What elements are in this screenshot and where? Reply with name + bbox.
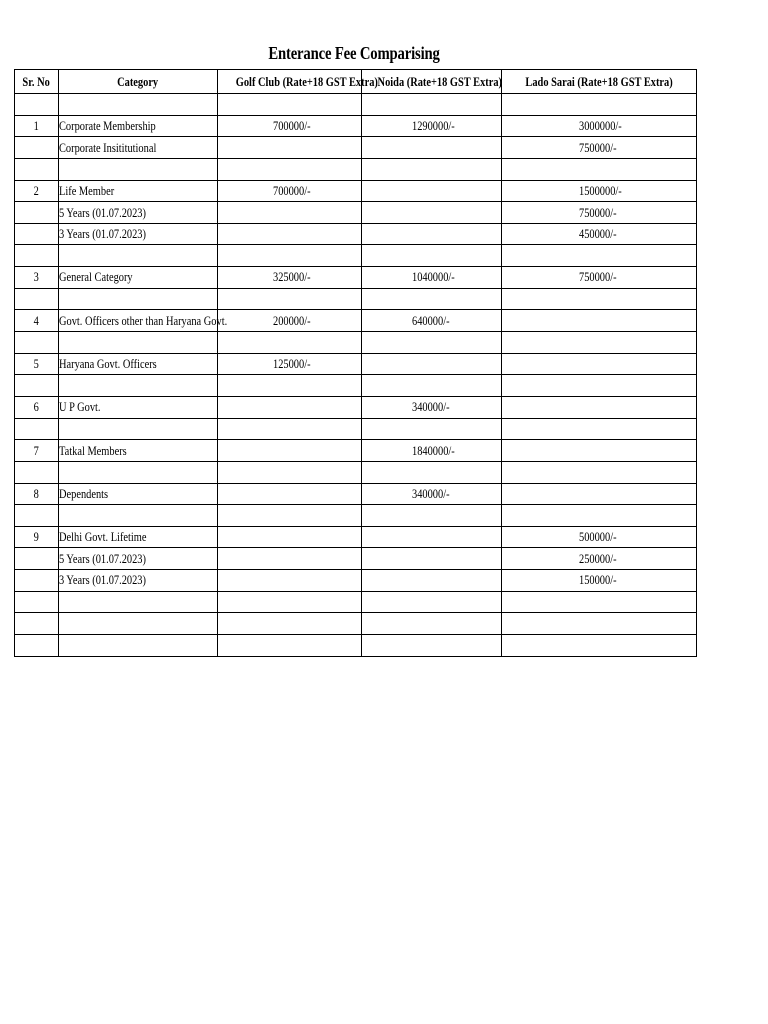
lado-sarai-fee-cell: 450000/-: [502, 223, 697, 245]
noida-fee-cell: 1290000/-: [362, 115, 502, 137]
noida-fee-cell: [362, 223, 502, 245]
sr-no-cell: [15, 94, 59, 116]
category-cell: [59, 591, 218, 613]
table-row: [15, 613, 697, 635]
lado-sarai-fee-cell: [502, 332, 697, 354]
lado-sarai-fee-cell: [502, 375, 697, 397]
noida-fee-cell: [362, 353, 502, 375]
noida-fee-cell: [362, 137, 502, 159]
noida-fee-cell: [362, 94, 502, 116]
noida-fee-cell: 340000/-: [362, 396, 502, 418]
golf-club-fee-cell: [218, 288, 362, 310]
golf-club-fee-cell: [218, 483, 362, 505]
table-row: [15, 505, 697, 527]
noida-fee-cell: [362, 332, 502, 354]
lado-sarai-fee-cell: 150000/-: [502, 570, 697, 592]
header-sr-no: Sr. No: [15, 70, 59, 94]
noida-fee-cell: 640000/-: [362, 310, 502, 332]
golf-club-fee-cell: [218, 202, 362, 224]
golf-club-fee-cell: [218, 375, 362, 397]
lado-sarai-fee-cell: 3000000/-: [502, 115, 697, 137]
lado-sarai-fee-cell: [502, 310, 697, 332]
noida-fee-cell: 1040000/-: [362, 267, 502, 289]
table-row: [15, 202, 697, 224]
sr-no-cell: [15, 223, 59, 245]
header-category: Category: [59, 70, 218, 94]
sr-no-cell: [15, 245, 59, 267]
noida-fee-cell: [362, 288, 502, 310]
golf-club-fee-cell: [218, 94, 362, 116]
sr-no-cell: [15, 635, 59, 657]
table-row: [15, 180, 697, 202]
golf-club-fee-cell: [218, 635, 362, 657]
noida-fee-cell: [362, 418, 502, 440]
category-cell: Life Member: [59, 180, 218, 202]
golf-club-fee-cell: [218, 591, 362, 613]
lado-sarai-fee-cell: [502, 483, 697, 505]
lado-sarai-fee-cell: [502, 396, 697, 418]
table-row: [15, 223, 697, 245]
noida-fee-cell: [362, 570, 502, 592]
table-row: [15, 548, 697, 570]
golf-club-fee-cell: [218, 245, 362, 267]
noida-fee-cell: [362, 505, 502, 527]
table-row: [15, 353, 697, 375]
table-row: [15, 137, 697, 159]
golf-club-fee-cell: [218, 158, 362, 180]
lado-sarai-fee-cell: [502, 505, 697, 527]
sr-no-cell: [15, 570, 59, 592]
golf-club-fee-cell: 125000/-: [218, 353, 362, 375]
golf-club-fee-cell: [218, 505, 362, 527]
category-cell: [59, 613, 218, 635]
noida-fee-cell: [362, 180, 502, 202]
golf-club-fee-cell: 200000/-: [218, 310, 362, 332]
lado-sarai-fee-cell: 1500000/-: [502, 180, 697, 202]
category-cell: Corporate Membership: [59, 115, 218, 137]
noida-fee-cell: 340000/-: [362, 483, 502, 505]
table-row: [15, 570, 697, 592]
sr-no-cell: [15, 202, 59, 224]
fee-comparison-table: [14, 69, 697, 657]
table-row: [15, 94, 697, 116]
category-cell: Tatkal Members: [59, 440, 218, 462]
category-cell: [59, 505, 218, 527]
table-row: [15, 418, 697, 440]
golf-club-fee-cell: [218, 332, 362, 354]
table-header: [15, 70, 697, 94]
lado-sarai-fee-cell: 750000/-: [502, 267, 697, 289]
lado-sarai-fee-cell: [502, 288, 697, 310]
table-row: [15, 396, 697, 418]
table-body: [15, 94, 697, 657]
lado-sarai-fee-cell: [502, 158, 697, 180]
table-row: [15, 245, 697, 267]
sr-no-cell: [15, 288, 59, 310]
sr-no-cell: 6: [15, 396, 59, 418]
category-cell: 3 Years (01.07.2023): [59, 570, 218, 592]
sr-no-cell: 4: [15, 310, 59, 332]
lado-sarai-fee-cell: 250000/-: [502, 548, 697, 570]
table-row: [15, 158, 697, 180]
table-row: [15, 375, 697, 397]
noida-fee-cell: [362, 245, 502, 267]
category-cell: Haryana Govt. Officers: [59, 353, 218, 375]
table-row: [15, 526, 697, 548]
table-row: [15, 461, 697, 483]
golf-club-fee-cell: [218, 526, 362, 548]
sr-no-cell: [15, 591, 59, 613]
page-title: Enterance Fee Comparising: [268, 43, 440, 63]
lado-sarai-fee-cell: [502, 591, 697, 613]
category-cell: [59, 461, 218, 483]
table-row: [15, 440, 697, 462]
sr-no-cell: [15, 548, 59, 570]
lado-sarai-fee-cell: [502, 613, 697, 635]
golf-club-fee-cell: 700000/-: [218, 180, 362, 202]
noida-fee-cell: [362, 591, 502, 613]
noida-fee-cell: [362, 158, 502, 180]
category-cell: Corporate Insititutional: [59, 137, 218, 159]
sr-no-cell: [15, 418, 59, 440]
sr-no-cell: [15, 461, 59, 483]
noida-fee-cell: [362, 375, 502, 397]
category-cell: Delhi Govt. Lifetime: [59, 526, 218, 548]
category-cell: [59, 94, 218, 116]
golf-club-fee-cell: [218, 440, 362, 462]
category-cell: Govt. Officers other than Haryana Govt.: [59, 310, 218, 332]
sr-no-cell: 7: [15, 440, 59, 462]
lado-sarai-fee-cell: [502, 635, 697, 657]
table-row: [15, 635, 697, 657]
sr-no-cell: 3: [15, 267, 59, 289]
noida-fee-cell: [362, 548, 502, 570]
lado-sarai-fee-cell: 750000/-: [502, 202, 697, 224]
sr-no-cell: 5: [15, 353, 59, 375]
category-cell: Dependents: [59, 483, 218, 505]
lado-sarai-fee-cell: [502, 353, 697, 375]
header-golf-club: Golf Club (Rate+18 GST Extra): [218, 70, 362, 94]
category-cell: General Category: [59, 267, 218, 289]
lado-sarai-fee-cell: [502, 440, 697, 462]
table-row: [15, 267, 697, 289]
noida-fee-cell: [362, 461, 502, 483]
table-row: [15, 332, 697, 354]
table-row: [15, 483, 697, 505]
sr-no-cell: [15, 158, 59, 180]
sr-no-cell: 9: [15, 526, 59, 548]
lado-sarai-fee-cell: [502, 418, 697, 440]
golf-club-fee-cell: [218, 137, 362, 159]
table-row: [15, 288, 697, 310]
table-row: [15, 115, 697, 137]
table-row: [15, 310, 697, 332]
golf-club-fee-cell: [218, 613, 362, 635]
golf-club-fee-cell: [218, 223, 362, 245]
lado-sarai-fee-cell: [502, 245, 697, 267]
sr-no-cell: [15, 332, 59, 354]
sr-no-cell: 8: [15, 483, 59, 505]
golf-club-fee-cell: [218, 418, 362, 440]
lado-sarai-fee-cell: 750000/-: [502, 137, 697, 159]
header-row: [15, 70, 697, 94]
golf-club-fee-cell: [218, 548, 362, 570]
category-cell: [59, 635, 218, 657]
golf-club-fee-cell: [218, 396, 362, 418]
golf-club-fee-cell: [218, 570, 362, 592]
noida-fee-cell: [362, 613, 502, 635]
golf-club-fee-cell: [218, 461, 362, 483]
noida-fee-cell: [362, 526, 502, 548]
header-lado-sarai: Lado Sarai (Rate+18 GST Extra): [502, 70, 697, 94]
lado-sarai-fee-cell: [502, 461, 697, 483]
category-cell: [59, 158, 218, 180]
category-cell: [59, 375, 218, 397]
sr-no-cell: [15, 613, 59, 635]
category-cell: 5 Years (01.07.2023): [59, 548, 218, 570]
sr-no-cell: [15, 505, 59, 527]
category-cell: U P Govt.: [59, 396, 218, 418]
header-noida: Noida (Rate+18 GST Extra): [362, 70, 502, 94]
noida-fee-cell: [362, 635, 502, 657]
noida-fee-cell: 1840000/-: [362, 440, 502, 462]
lado-sarai-fee-cell: [502, 94, 697, 116]
sr-no-cell: [15, 375, 59, 397]
golf-club-fee-cell: 325000/-: [218, 267, 362, 289]
category-cell: 5 Years (01.07.2023): [59, 202, 218, 224]
sr-no-cell: [15, 137, 59, 159]
noida-fee-cell: [362, 202, 502, 224]
category-cell: [59, 245, 218, 267]
category-cell: 3 Years (01.07.2023): [59, 223, 218, 245]
category-cell: [59, 418, 218, 440]
category-cell: [59, 332, 218, 354]
golf-club-fee-cell: 700000/-: [218, 115, 362, 137]
sr-no-cell: 1: [15, 115, 59, 137]
lado-sarai-fee-cell: 500000/-: [502, 526, 697, 548]
table-row: [15, 591, 697, 613]
sr-no-cell: 2: [15, 180, 59, 202]
category-cell: [59, 288, 218, 310]
